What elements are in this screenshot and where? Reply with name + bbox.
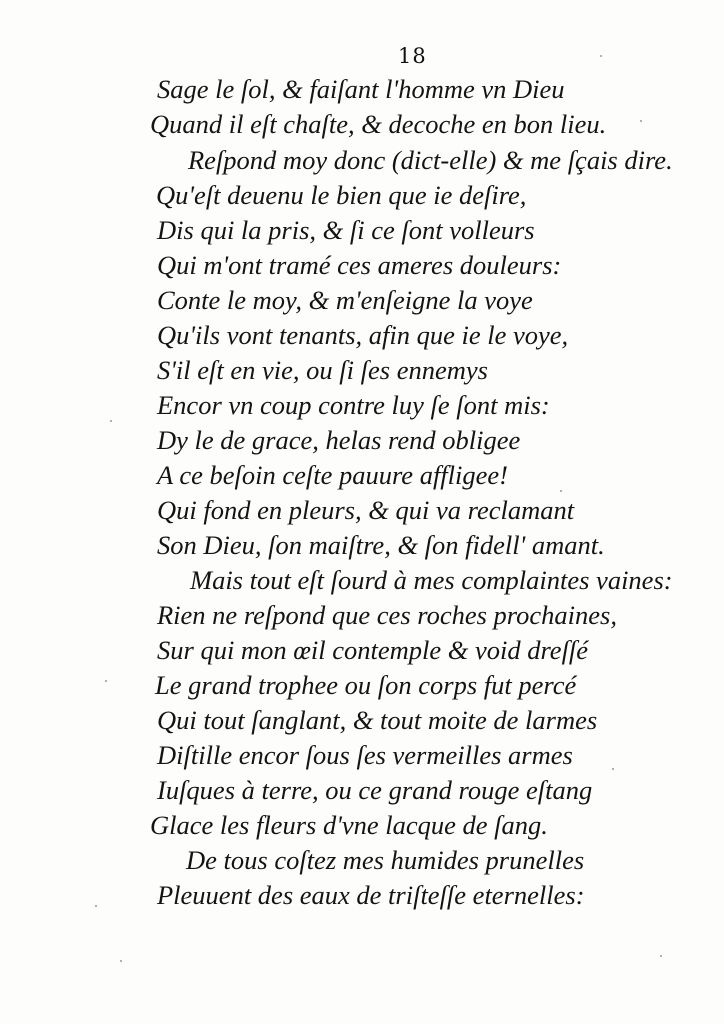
- verse-line: Mais tout eſt ſourd à mes complaintes vaines:: [190, 565, 673, 595]
- verse-line: Quand il eſt chaſte, & decoche en bon lieu.: [150, 109, 607, 139]
- verse-line: Dy le de grace, helas rend obligee: [157, 425, 521, 455]
- verse-line: Rien ne reſpond que ces roches prochaines,: [157, 600, 617, 630]
- scan-speck: [560, 490, 562, 492]
- verse-line: A ce beſoin ceſte pauure affligee!: [157, 460, 508, 490]
- scan-speck: [600, 55, 602, 57]
- verse-line: Glace les fleurs d'vne lacque de ſang.: [150, 810, 548, 840]
- scan-speck: [95, 905, 97, 907]
- scan-speck: [612, 768, 614, 770]
- verse-line: S'il eſt en vie, ou ſi ſes ennemys: [157, 355, 488, 385]
- verse-line: Encor vn coup contre luy ſe ſont mis:: [157, 390, 550, 420]
- verse-line: Qui tout ſanglant, & tout moite de larmes: [157, 705, 598, 735]
- verse-line: Qui fond en pleurs, & qui va reclamant: [157, 495, 575, 525]
- verse-line: Diſtille encor ſous ſes vermeilles armes: [157, 740, 573, 770]
- scan-speck: [105, 680, 107, 682]
- verse-line: Qui m'ont tramé ces ameres douleurs:: [157, 250, 562, 280]
- verse-line: Conte le moy, & m'enſeigne la voye: [157, 285, 533, 315]
- verse-line: Sage le ſol, & faiſant l'homme vn Dieu: [157, 74, 565, 104]
- scan-speck: [660, 955, 662, 957]
- scan-speck: [110, 420, 112, 422]
- verse-line: Pleuuent des eaux de triſteſſe eternelles:: [157, 880, 585, 910]
- verse-line: Reſpond moy donc (dict-elle) & me ſçais dire.: [188, 145, 673, 175]
- verse-line: Son Dieu, ſon maiſtre, & ſon fidell' amant.: [157, 530, 605, 560]
- scan-speck: [120, 960, 122, 962]
- verse-line: Iuſques à terre, ou ce grand rouge eſtang: [157, 775, 593, 805]
- verse-line: De tous coſtez mes humides prunelles: [186, 845, 585, 875]
- verse-line: Qu'ils vont tenants, afin que ie le voye,: [157, 320, 569, 350]
- verse-line: Sur qui mon œil contemple & void dreſſé: [157, 635, 589, 665]
- verse-line: Dis qui la pris, & ſi ce ſont volleurs: [157, 215, 535, 245]
- verse-line: Le grand trophee ou ſon corps fut percé: [155, 670, 577, 700]
- scan-speck: [640, 120, 642, 122]
- page-number: 18: [398, 44, 427, 68]
- verse-line: Qu'eſt deuenu le bien que ie deſire,: [156, 180, 527, 210]
